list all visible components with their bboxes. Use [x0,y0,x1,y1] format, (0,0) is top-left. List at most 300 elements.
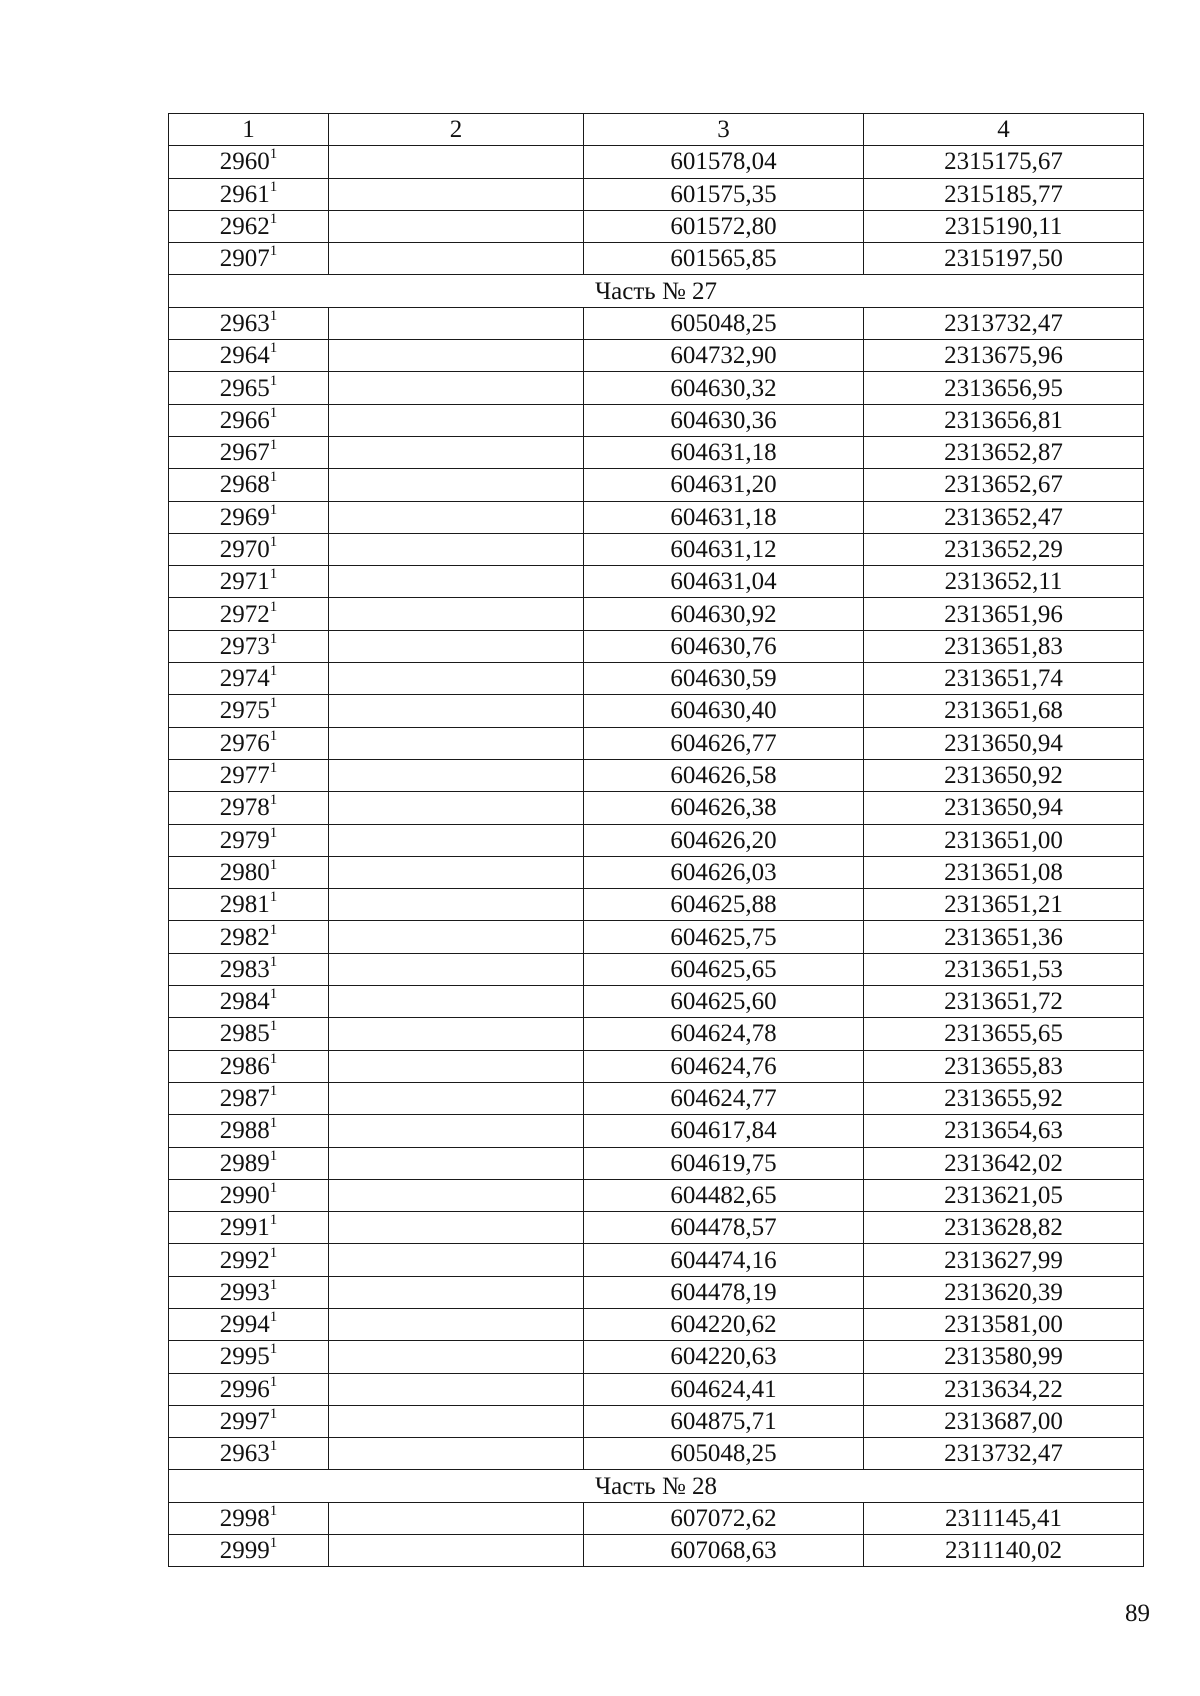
point-number-superscript: 1 [269,501,278,518]
point-number-cell [169,824,329,856]
x-coordinate-cell: 604624,78 [584,1018,864,1050]
x-coordinate-cell: 604631,18 [584,501,864,533]
point-number-superscript: 1 [269,1212,278,1229]
point-number: 2994 [219,1311,270,1339]
empty-cell [329,533,584,565]
point-number: 2989 [219,1149,270,1177]
point-number-superscript: 1 [269,1179,278,1196]
table-row [169,501,1144,533]
x-coordinate-cell: 604630,92 [584,598,864,630]
empty-cell [329,986,584,1018]
point-number-cell [169,630,329,662]
table-row [169,243,1144,275]
point-number-cell [169,533,329,565]
point-number-cell [169,404,329,436]
section-row [169,275,1144,307]
table-row [169,856,1144,888]
point-number-superscript: 1 [269,566,278,583]
point-number: 2964 [219,342,270,370]
point-number: 2972 [219,600,270,628]
table-row [169,953,1144,985]
point-number: 2990 [219,1181,270,1209]
empty-cell [329,695,584,727]
table-row [169,1050,1144,1082]
point-number-superscript: 1 [269,889,278,906]
point-number-superscript: 1 [269,695,278,712]
table-row [169,146,1144,178]
point-number-superscript: 1 [269,437,278,454]
y-coordinate-cell: 2313652,11 [864,566,1144,598]
point-number-superscript: 1 [269,1438,278,1455]
empty-cell [329,889,584,921]
empty-cell [329,1535,584,1567]
point-number: 2969 [219,503,270,531]
table-row [169,372,1144,404]
point-number-cell [169,1502,329,1534]
empty-cell [329,1502,584,1534]
point-number-superscript: 1 [269,760,278,777]
point-number-cell [169,243,329,275]
x-coordinate-cell: 604478,57 [584,1212,864,1244]
empty-cell [329,759,584,791]
x-coordinate-cell: 604626,77 [584,727,864,759]
table-row [169,921,1144,953]
table-row [169,1438,1144,1470]
point-number-superscript: 1 [269,1341,278,1358]
empty-cell [329,1147,584,1179]
table-row [169,1115,1144,1147]
point-number-cell [169,953,329,985]
empty-cell [329,1341,584,1373]
point-number: 2987 [219,1085,270,1113]
point-number: 2978 [219,794,270,822]
empty-cell [329,146,584,178]
table-row [169,1212,1144,1244]
point-number-cell [169,1147,329,1179]
section-title: Часть № 27 [169,275,1144,307]
point-number-cell [169,307,329,339]
point-number-superscript: 1 [269,1083,278,1100]
table-row [169,986,1144,1018]
y-coordinate-cell: 2311145,41 [864,1502,1144,1534]
x-coordinate-cell: 604875,71 [584,1405,864,1437]
point-number-cell [169,1373,329,1405]
x-coordinate-cell: 604630,76 [584,630,864,662]
table-row [169,759,1144,791]
point-number-cell [169,1535,329,1567]
point-number: 2967 [219,439,270,467]
point-number-superscript: 1 [269,146,278,163]
point-number: 2907 [219,245,270,273]
x-coordinate-cell: 604220,63 [584,1341,864,1373]
point-number-cell [169,1179,329,1211]
x-coordinate-cell: 607068,63 [584,1535,864,1567]
point-number: 2984 [219,988,270,1016]
empty-cell [329,340,584,372]
table-row [169,663,1144,695]
coordinates-table [168,113,1144,1567]
section-row [169,1470,1144,1502]
point-number-cell [169,1082,329,1114]
point-number-cell [169,759,329,791]
table-row [169,824,1144,856]
table-row [169,210,1144,242]
y-coordinate-cell: 2313656,95 [864,372,1144,404]
table-row [169,340,1144,372]
point-number: 2966 [219,406,270,434]
table-row [169,436,1144,468]
table-row [169,469,1144,501]
table-row [169,178,1144,210]
table-row [169,404,1144,436]
x-coordinate-cell: 604617,84 [584,1115,864,1147]
table-row [169,1535,1144,1567]
point-number-superscript: 1 [269,1018,278,1035]
x-coordinate-cell: 604626,03 [584,856,864,888]
x-coordinate-cell: 604626,38 [584,792,864,824]
y-coordinate-cell: 2313651,72 [864,986,1144,1018]
point-number-cell [169,921,329,953]
header-col-4: 4 [864,114,1144,146]
y-coordinate-cell: 2315197,50 [864,243,1144,275]
y-coordinate-cell: 2313651,36 [864,921,1144,953]
x-coordinate-cell: 604631,04 [584,566,864,598]
y-coordinate-cell: 2313580,99 [864,1341,1144,1373]
table-row [169,1244,1144,1276]
table-row [169,630,1144,662]
empty-cell [329,598,584,630]
empty-cell [329,727,584,759]
empty-cell [329,630,584,662]
x-coordinate-cell: 601578,04 [584,146,864,178]
y-coordinate-cell: 2313650,94 [864,792,1144,824]
point-number-cell [169,663,329,695]
table-row [169,1373,1144,1405]
x-coordinate-cell: 607072,62 [584,1502,864,1534]
point-number: 2980 [219,858,270,886]
point-number-superscript: 1 [269,727,278,744]
x-coordinate-cell: 604630,32 [584,372,864,404]
point-number: 2976 [219,729,270,757]
empty-cell [329,1308,584,1340]
x-coordinate-cell: 604220,62 [584,1308,864,1340]
point-number-superscript: 1 [269,1244,278,1261]
point-number-cell [169,1308,329,1340]
point-number: 2997 [219,1408,270,1436]
x-coordinate-cell: 604624,41 [584,1373,864,1405]
point-number: 2975 [219,697,270,725]
x-coordinate-cell: 604626,20 [584,824,864,856]
point-number: 2995 [219,1343,270,1371]
point-number-cell [169,372,329,404]
table-row [169,1018,1144,1050]
y-coordinate-cell: 2313652,87 [864,436,1144,468]
point-number-superscript: 1 [269,598,278,615]
point-number-cell [169,1212,329,1244]
empty-cell [329,404,584,436]
y-coordinate-cell: 2313642,02 [864,1147,1144,1179]
empty-cell [329,1438,584,1470]
y-coordinate-cell: 2313581,00 [864,1308,1144,1340]
point-number-superscript: 1 [269,1373,278,1390]
empty-cell [329,1405,584,1437]
point-number: 2988 [219,1117,270,1145]
y-coordinate-cell: 2313651,74 [864,663,1144,695]
point-number: 2961 [219,180,270,208]
point-number-superscript: 1 [269,824,278,841]
empty-cell [329,1115,584,1147]
point-number-superscript: 1 [269,856,278,873]
y-coordinate-cell: 2313627,99 [864,1244,1144,1276]
point-number-superscript: 1 [269,404,278,421]
point-number: 2981 [219,891,270,919]
header-col-2: 2 [329,114,584,146]
y-coordinate-cell: 2313732,47 [864,1438,1144,1470]
x-coordinate-cell: 604625,60 [584,986,864,1018]
point-number-superscript: 1 [269,986,278,1003]
x-coordinate-cell: 604630,40 [584,695,864,727]
page-number: 89 [1125,1600,1150,1627]
point-number: 2962 [219,213,270,241]
point-number-cell [169,889,329,921]
point-number-cell [169,1405,329,1437]
point-number: 2963 [219,309,270,337]
x-coordinate-cell: 601575,35 [584,178,864,210]
point-number-superscript: 1 [269,372,278,389]
y-coordinate-cell: 2311140,02 [864,1535,1144,1567]
point-number-superscript: 1 [269,1276,278,1293]
x-coordinate-cell: 604631,18 [584,436,864,468]
table-row [169,1341,1144,1373]
x-coordinate-cell: 604630,36 [584,404,864,436]
point-number-cell [169,1018,329,1050]
x-coordinate-cell: 604630,59 [584,663,864,695]
y-coordinate-cell: 2313655,83 [864,1050,1144,1082]
point-number-cell [169,1341,329,1373]
y-coordinate-cell: 2315185,77 [864,178,1144,210]
point-number-cell [169,469,329,501]
header-col-3: 3 [584,114,864,146]
y-coordinate-cell: 2313652,67 [864,469,1144,501]
point-number-superscript: 1 [269,1406,278,1423]
table-row [169,566,1144,598]
point-number: 2999 [219,1537,270,1565]
x-coordinate-cell: 605048,25 [584,1438,864,1470]
table-body [169,114,1144,1567]
y-coordinate-cell: 2313621,05 [864,1179,1144,1211]
point-number: 2992 [219,1246,270,1274]
point-number-cell [169,695,329,727]
x-coordinate-cell: 604631,12 [584,533,864,565]
y-coordinate-cell: 2315190,11 [864,210,1144,242]
point-number-cell [169,792,329,824]
x-coordinate-cell: 604626,58 [584,759,864,791]
section-title: Часть № 28 [169,1470,1144,1502]
table-row [169,695,1144,727]
empty-cell [329,243,584,275]
x-coordinate-cell: 604732,90 [584,340,864,372]
y-coordinate-cell: 2313651,68 [864,695,1144,727]
empty-cell [329,469,584,501]
point-number-superscript: 1 [269,243,278,260]
empty-cell [329,663,584,695]
empty-cell [329,1082,584,1114]
point-number: 2985 [219,1020,270,1048]
table-row [169,598,1144,630]
point-number-cell [169,210,329,242]
empty-cell [329,953,584,985]
point-number: 2979 [219,826,270,854]
x-coordinate-cell: 604631,20 [584,469,864,501]
point-number: 2998 [219,1504,270,1532]
point-number-superscript: 1 [269,953,278,970]
point-number-superscript: 1 [269,178,278,195]
y-coordinate-cell: 2313655,65 [864,1018,1144,1050]
point-number-superscript: 1 [269,792,278,809]
point-number-cell [169,727,329,759]
point-number: 2974 [219,665,270,693]
y-coordinate-cell: 2313651,83 [864,630,1144,662]
point-number-cell [169,1050,329,1082]
point-number-cell [169,340,329,372]
point-number: 2986 [219,1052,270,1080]
x-coordinate-cell: 604625,88 [584,889,864,921]
point-number: 2982 [219,923,270,951]
point-number-cell [169,146,329,178]
table-row [169,307,1144,339]
point-number: 2960 [219,148,270,176]
y-coordinate-cell: 2313620,39 [864,1276,1144,1308]
point-number-cell [169,1244,329,1276]
empty-cell [329,1018,584,1050]
empty-cell [329,1212,584,1244]
empty-cell [329,372,584,404]
point-number-cell [169,986,329,1018]
point-number-superscript: 1 [269,921,278,938]
y-coordinate-cell: 2313651,21 [864,889,1144,921]
empty-cell [329,566,584,598]
empty-cell [329,307,584,339]
point-number: 2973 [219,632,270,660]
y-coordinate-cell: 2315175,67 [864,146,1144,178]
point-number-superscript: 1 [269,1050,278,1067]
point-number: 2965 [219,374,270,402]
y-coordinate-cell: 2313651,53 [864,953,1144,985]
x-coordinate-cell: 604474,16 [584,1244,864,1276]
empty-cell [329,210,584,242]
table-row [169,1082,1144,1114]
point-number: 2983 [219,955,270,983]
y-coordinate-cell: 2313732,47 [864,307,1144,339]
point-number-superscript: 1 [269,1115,278,1132]
point-number-superscript: 1 [269,1535,278,1552]
table-row [169,1147,1144,1179]
point-number-cell [169,1276,329,1308]
x-coordinate-cell: 604478,19 [584,1276,864,1308]
x-coordinate-cell: 601565,85 [584,243,864,275]
point-number-cell [169,1115,329,1147]
empty-cell [329,1179,584,1211]
point-number-cell [169,1438,329,1470]
table-row [169,792,1144,824]
y-coordinate-cell: 2313675,96 [864,340,1144,372]
point-number-superscript: 1 [269,1502,278,1519]
y-coordinate-cell: 2313650,92 [864,759,1144,791]
empty-cell [329,824,584,856]
point-number-superscript: 1 [269,534,278,550]
y-coordinate-cell: 2313651,96 [864,598,1144,630]
point-number: 2996 [219,1375,270,1403]
table-row [169,1276,1144,1308]
x-coordinate-cell: 604625,65 [584,953,864,985]
point-number: 2963 [219,1440,270,1468]
y-coordinate-cell: 2313652,47 [864,501,1144,533]
point-number-superscript: 1 [269,663,278,680]
y-coordinate-cell: 2313628,82 [864,1212,1144,1244]
point-number-cell [169,856,329,888]
empty-cell [329,501,584,533]
table-row [169,727,1144,759]
point-number-cell [169,436,329,468]
empty-cell [329,856,584,888]
y-coordinate-cell: 2313687,00 [864,1405,1144,1437]
point-number-cell [169,501,329,533]
point-number: 2977 [219,762,270,790]
empty-cell [329,178,584,210]
x-coordinate-cell: 604625,75 [584,921,864,953]
table-row [169,1308,1144,1340]
y-coordinate-cell: 2313654,63 [864,1115,1144,1147]
point-number-cell [169,598,329,630]
x-coordinate-cell: 604482,65 [584,1179,864,1211]
y-coordinate-cell: 2313651,08 [864,856,1144,888]
x-coordinate-cell: 604624,77 [584,1082,864,1114]
empty-cell [329,1276,584,1308]
point-number: 2970 [219,536,270,563]
point-number-superscript: 1 [269,1147,278,1164]
y-coordinate-cell: 2313650,94 [864,727,1144,759]
point-number: 2991 [219,1214,270,1242]
y-coordinate-cell: 2313634,22 [864,1373,1144,1405]
empty-cell [329,792,584,824]
table-row [169,1405,1144,1437]
point-number: 2971 [219,568,270,596]
point-number-superscript: 1 [269,630,278,647]
x-coordinate-cell: 604619,75 [584,1147,864,1179]
y-coordinate-cell: 2313655,92 [864,1082,1144,1114]
table-row [169,533,1144,565]
x-coordinate-cell: 601572,80 [584,210,864,242]
point-number: 2968 [219,471,270,499]
point-number-superscript: 1 [269,211,278,228]
empty-cell [329,921,584,953]
x-coordinate-cell: 605048,25 [584,307,864,339]
table-row [169,889,1144,921]
point-number: 2993 [219,1278,270,1306]
table-row [169,1179,1144,1211]
empty-cell [329,1050,584,1082]
empty-cell [329,436,584,468]
table-header-row [169,114,1144,146]
empty-cell [329,1373,584,1405]
header-col-1: 1 [169,114,329,146]
point-number-superscript: 1 [269,469,278,486]
y-coordinate-cell: 2313656,81 [864,404,1144,436]
point-number-superscript: 1 [269,307,278,324]
point-number-superscript: 1 [269,340,278,357]
empty-cell [329,1244,584,1276]
y-coordinate-cell: 2313651,00 [864,824,1144,856]
